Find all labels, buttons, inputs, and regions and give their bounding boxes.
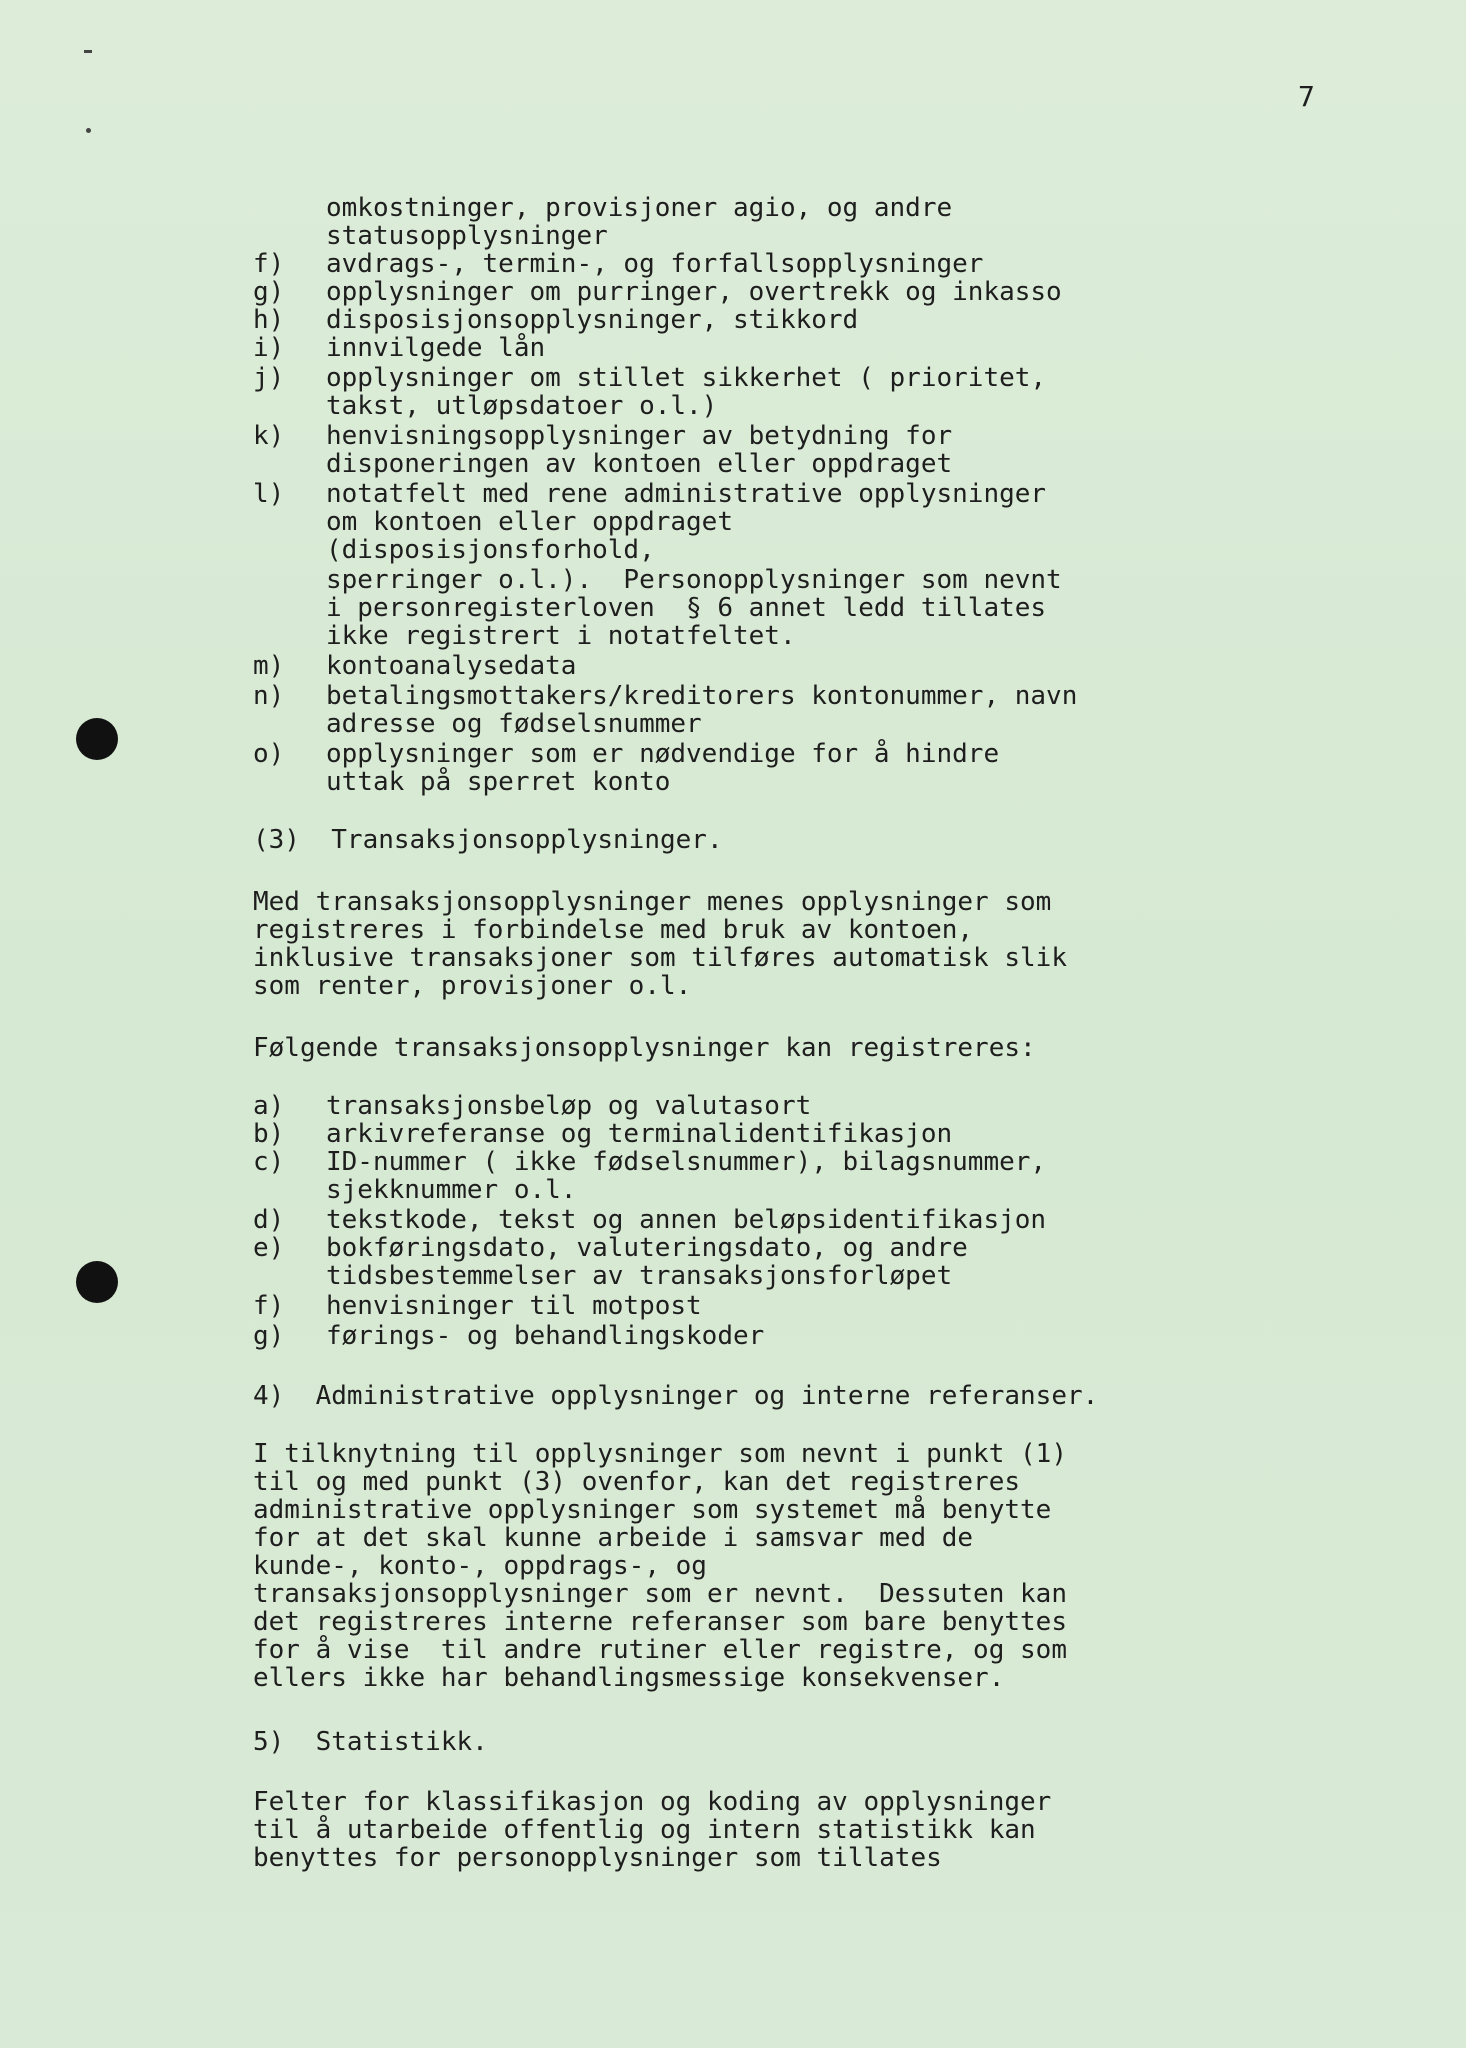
list-item-text: notatfelt med rene administrative opplysninger <box>326 479 1047 509</box>
list-item-label: h) <box>253 305 285 335</box>
scan-mark <box>84 50 92 53</box>
paragraph-line: til og med punkt (3) ovenfor, kan det registreres <box>253 1467 1021 1497</box>
list-item-text: sperringer o.l.). Personopplysninger som nevnt <box>326 565 1062 595</box>
paragraph-line: transaksjonsopplysninger som er nevnt. Dessuten kan <box>253 1579 1067 1609</box>
list-intro: Følgende transaksjonsopplysninger kan registreres: <box>253 1033 1036 1063</box>
list-item-label: a) <box>253 1091 285 1121</box>
list-item-text: opplysninger som er nødvendige for å hindre <box>326 739 1000 769</box>
list-item-label: j) <box>253 363 285 393</box>
list-item-text: innvilgede lån <box>326 333 546 363</box>
list-item-label: b) <box>253 1119 285 1149</box>
list-item-text: opplysninger om purringer, overtrekk og inkasso <box>326 277 1062 307</box>
list-item-text: kontoanalysedata <box>326 651 577 681</box>
paragraph-line: det registreres interne referanser som bare benyttes <box>253 1607 1067 1637</box>
section-heading: 5) Statistikk. <box>253 1727 488 1757</box>
list-item-text: om kontoen eller oppdraget <box>326 507 733 537</box>
list-item-text: sjekknummer o.l. <box>326 1175 577 1205</box>
paragraph-line: administrative opplysninger som systemet må benytte <box>253 1495 1052 1525</box>
list-item-label: g) <box>253 1321 285 1351</box>
list-item-label: i) <box>253 333 285 363</box>
list-item-text: bokføringsdato, valuteringsdato, og andre <box>326 1233 968 1263</box>
scan-mark <box>86 128 91 133</box>
list-item-label: g) <box>253 277 285 307</box>
list-item-label: o) <box>253 739 285 769</box>
page-number: 7 <box>1298 80 1315 113</box>
list-item-label: e) <box>253 1233 285 1263</box>
list-item-text: opplysninger om stillet sikkerhet ( prioritet, <box>326 363 1047 393</box>
list-item-text: i personregisterloven § 6 annet ledd tillates <box>326 593 1047 623</box>
list-item-text: henvisningsopplysninger av betydning for <box>326 421 953 451</box>
paragraph-line: for å vise til andre rutiner eller registre, og som <box>253 1635 1067 1665</box>
section-paragraph <box>253 1440 1067 1692</box>
paragraph-line: Felter for klassifikasjon og koding av opplysninger <box>253 1787 1052 1817</box>
section-paragraph <box>253 888 1067 1000</box>
list-item-text: adresse og fødselsnummer <box>326 709 702 739</box>
list-item-label: n) <box>253 681 285 711</box>
list-item-text: disponeringen av kontoen eller oppdraget <box>326 449 953 479</box>
paragraph-line: som renter, provisjoner o.l. <box>253 971 692 1001</box>
list-item-text: arkivreferanse og terminalidentifikasjon <box>326 1119 953 1149</box>
punch-hole <box>76 718 118 760</box>
list-item-text: ID-nummer ( ikke fødselsnummer), bilagsnummer, <box>326 1147 1047 1177</box>
list-item-label: f) <box>253 1291 285 1321</box>
continuation-line: statusopplysninger <box>326 221 608 251</box>
list-item-text: takst, utløpsdatoer o.l.) <box>326 391 718 421</box>
list-item-label: l) <box>253 479 285 509</box>
list-item-text: tidsbestemmelser av transaksjonsforløpet <box>326 1261 953 1291</box>
paragraph-line: benyttes for personopplysninger som tillates <box>253 1843 942 1873</box>
section-heading: 4) Administrative opplysninger og interne referanser. <box>253 1381 1099 1411</box>
section-heading: (3) Transaksjonsopplysninger. <box>253 825 723 855</box>
paragraph-line: inklusive transaksjoner som tilføres automatisk slik <box>253 943 1067 973</box>
list-item-text: disposisjonsopplysninger, stikkord <box>326 305 859 335</box>
list-item-text: henvisninger til motpost <box>326 1291 702 1321</box>
list-item-text: avdrags-, termin-, og forfallsopplysninger <box>326 249 984 279</box>
list-item-label: c) <box>253 1147 285 1177</box>
list-item-text: førings- og behandlingskoder <box>326 1321 765 1351</box>
section-paragraph <box>253 1788 1051 1872</box>
list-item-text: (disposisjonsforhold, <box>326 535 655 565</box>
paragraph-line: I tilknytning til opplysninger som nevnt i punkt (1) <box>253 1439 1067 1469</box>
list-item-text: transaksjonsbeløp og valutasort <box>326 1091 812 1121</box>
list-item-text: betalingsmottakers/kreditorers kontonummer, navn <box>326 681 1078 711</box>
list-item-label: k) <box>253 421 285 451</box>
paragraph-line: registreres i forbindelse med bruk av kontoen, <box>253 915 974 945</box>
paragraph-line: Med transaksjonsopplysninger menes opplysninger som <box>253 887 1052 917</box>
list-item-text: uttak på sperret konto <box>326 767 671 797</box>
punch-hole <box>76 1261 118 1303</box>
list-item-label: d) <box>253 1205 285 1235</box>
list-item-text: tekstkode, tekst og annen beløpsidentifikasjon <box>326 1205 1047 1235</box>
list-item-label: f) <box>253 249 285 279</box>
continuation-line: omkostninger, provisjoner agio, og andre <box>326 193 953 223</box>
paragraph-line: kunde-, konto-, oppdrags-, og <box>253 1551 707 1581</box>
list-item-label: m) <box>253 651 285 681</box>
paragraph-line: for at det skal kunne arbeide i samsvar med de <box>253 1523 974 1553</box>
list-item-text: ikke registrert i notatfeltet. <box>326 621 796 651</box>
paragraph-line: ellers ikke har behandlingsmessige konsekvenser. <box>253 1663 1005 1693</box>
paragraph-line: til å utarbeide offentlig og intern statistikk kan <box>253 1815 1036 1845</box>
